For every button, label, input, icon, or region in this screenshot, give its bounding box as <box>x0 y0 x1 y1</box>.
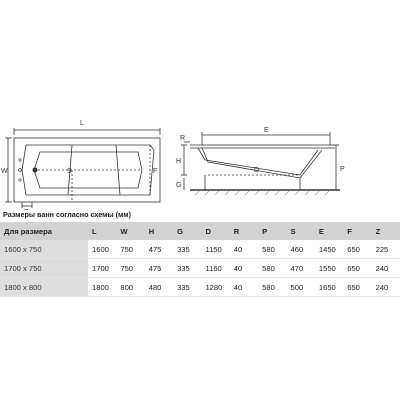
table-cell: 1700 <box>88 259 116 278</box>
table-cell: 240 <box>372 259 400 278</box>
label-r: R <box>180 135 186 142</box>
table-cell: 750 <box>116 259 144 278</box>
column-header: L <box>88 222 116 240</box>
table-cell: 1150 <box>201 240 229 259</box>
drain-hole-icon <box>33 168 38 173</box>
column-header: Для размера <box>0 222 88 240</box>
label-d: D <box>254 167 260 174</box>
column-header: P <box>258 222 286 240</box>
table-cell: 1800 x 800 <box>0 278 88 297</box>
table-cell: 1450 <box>315 240 343 259</box>
table-heading: Размеры ванн согласно схемы (мм) <box>3 210 132 219</box>
table-cell: 40 <box>230 240 258 259</box>
table-cell: 40 <box>230 259 258 278</box>
table-row <box>0 278 400 297</box>
table-cell: 335 <box>173 278 201 297</box>
table-cell: 240 <box>372 278 400 297</box>
column-header: G <box>173 222 201 240</box>
table-cell: 475 <box>145 240 173 259</box>
label-p: P <box>340 166 345 173</box>
table-cell: 335 <box>173 240 201 259</box>
table-row <box>0 240 400 259</box>
column-header: E <box>315 222 343 240</box>
table-header-row <box>0 222 400 240</box>
table-cell: 335 <box>173 259 201 278</box>
label-h: H <box>176 158 182 165</box>
label-s: S <box>67 168 72 175</box>
side-view <box>181 132 340 190</box>
column-header: H <box>145 222 173 240</box>
table-cell: 1600 x 750 <box>0 240 88 259</box>
table-cell: 650 <box>343 259 371 278</box>
bathtub-schematic <box>0 100 400 210</box>
table-cell: 475 <box>145 259 173 278</box>
column-header: S <box>287 222 315 240</box>
table-cell: 1650 <box>315 278 343 297</box>
table-cell: 650 <box>343 240 371 259</box>
control-knob-icon <box>19 179 21 181</box>
table-cell: 1600 <box>88 240 116 259</box>
table-row <box>0 259 400 278</box>
column-header: D <box>201 222 229 240</box>
top-view <box>5 128 160 208</box>
label-g: G <box>176 182 182 189</box>
table-cell: 1800 <box>88 278 116 297</box>
table-cell: 1700 x 750 <box>0 259 88 278</box>
dimensions-table <box>0 222 400 297</box>
table-cell: 580 <box>258 259 286 278</box>
control-knob-icon <box>19 159 21 161</box>
label-f: F <box>153 168 158 175</box>
column-header: R <box>230 222 258 240</box>
table-cell: 40 <box>230 278 258 297</box>
table-cell: 1280 <box>201 278 229 297</box>
table-cell: 750 <box>116 240 144 259</box>
table-cell: 460 <box>287 240 315 259</box>
overflow-hole-icon <box>19 169 22 172</box>
table-cell: 500 <box>287 278 315 297</box>
table-cell: 225 <box>372 240 400 259</box>
table-cell: 580 <box>258 240 286 259</box>
label-w: W <box>1 168 8 175</box>
label-l: L <box>80 120 84 127</box>
table-cell: 1550 <box>315 259 343 278</box>
column-header: F <box>343 222 371 240</box>
table-cell: 1160 <box>201 259 229 278</box>
column-header: Z <box>372 222 400 240</box>
table-cell: 480 <box>145 278 173 297</box>
table-cell: 580 <box>258 278 286 297</box>
table-cell: 470 <box>287 259 315 278</box>
column-header: W <box>116 222 144 240</box>
table-cell: 800 <box>116 278 144 297</box>
table-cell: 650 <box>343 278 371 297</box>
label-e: E <box>264 127 269 134</box>
